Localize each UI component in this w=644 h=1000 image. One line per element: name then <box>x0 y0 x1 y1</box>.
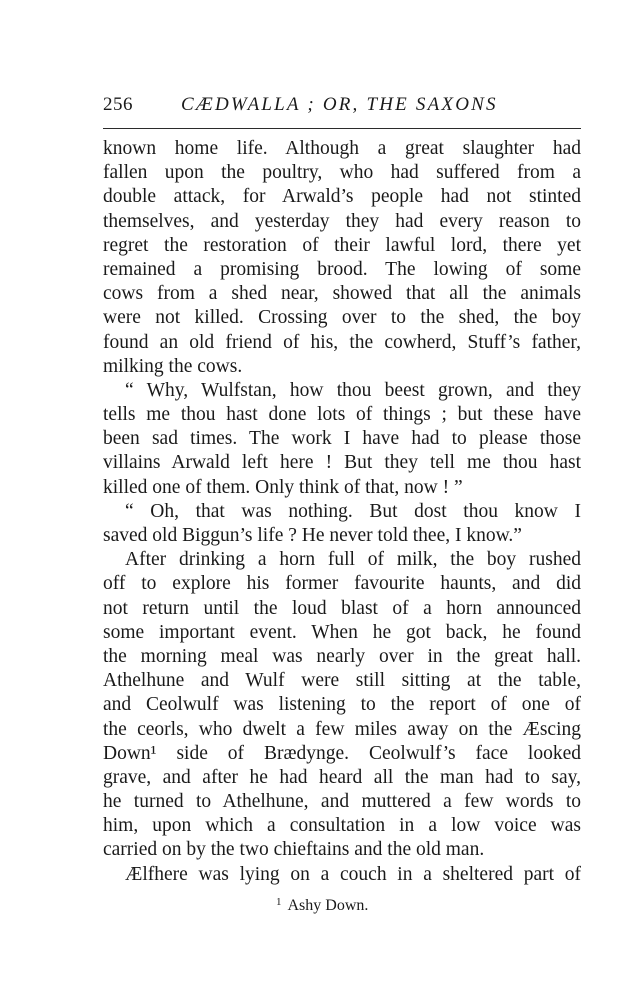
text-line: Ælfhere was lying on a couch in a sheltered part of <box>125 863 581 885</box>
running-title: CÆDWALLA ; OR, THE SAXONS <box>181 94 498 115</box>
text-line: not return until the loud blast of a horn announced <box>103 597 581 619</box>
text-line: fallen upon the poultry, who had suffered from a <box>103 162 581 184</box>
text-line: found an old friend of his, the cowherd, Stuff’s father, <box>103 331 581 353</box>
text-line: villains Arwald left here ! But they tell me thou hast <box>103 452 581 474</box>
book-page <box>103 94 581 917</box>
text-line: carried on by the two chieftains and the old man. <box>103 839 485 861</box>
page-number: 256 <box>103 94 133 115</box>
text-line: double attack, for Arwald’s people had not stinted <box>103 186 581 208</box>
footnote-mark: 1 <box>276 895 282 908</box>
body-text <box>103 137 581 887</box>
footnote-text: Ashy Down. <box>287 896 369 914</box>
page-header <box>103 94 581 124</box>
text-line: saved old Biggun’s life ? He never told thee, I know.” <box>103 525 522 546</box>
text-line: milking the cows. <box>103 355 243 377</box>
text-line: the morning meal was nearly over in the great hall. <box>103 645 581 667</box>
text-line: were not killed. Crossing over to the shed, the boy <box>103 307 581 329</box>
text-line: remained a promising brood. The lowing of some <box>103 258 581 280</box>
footnote <box>103 891 581 917</box>
header-rule <box>103 128 581 129</box>
text-line: been sad times. The work I have had to please those <box>103 428 581 450</box>
text-line: him, upon which a consultation in a low voice was <box>103 815 581 837</box>
text-line: cows from a shed near, showed that all the animals <box>103 283 581 305</box>
text-line: and Ceolwulf was listening to the report of one of <box>103 694 581 716</box>
text-line: off to explore his former favourite haunts, and did <box>103 573 581 595</box>
text-line: “ Oh, that was nothing. But dost thou know I <box>125 500 581 522</box>
text-line: regret the restoration of their lawful lord, there yet <box>103 234 581 256</box>
text-line: he turned to Athelhune, and muttered a few words to <box>103 791 581 813</box>
text-line: Athelhune and Wulf were still sitting at the table, <box>103 670 581 692</box>
text-line: grave, and after he had heard all the man had to say, <box>103 766 581 788</box>
text-line: “ Why, Wulfstan, how thou beest grown, and they <box>125 379 581 401</box>
text-line: themselves, and yesterday they had every reason to <box>103 210 581 232</box>
text-line: Down¹ side of Brædynge. Ceolwulf’s face looked <box>103 742 581 764</box>
text-line: killed one of them. Only think of that, now ! ” <box>103 476 463 498</box>
text-line: known home life. Although a great slaughter had <box>103 138 581 159</box>
text-line: tells me thou hast done lots of things ; but these have <box>103 404 581 426</box>
text-line: some important event. When he got back, he found <box>103 621 581 643</box>
text-line: After drinking a horn full of milk, the boy rushed <box>125 549 581 571</box>
text-line: the ceorls, who dwelt a few miles away on the Æscing <box>103 718 581 740</box>
